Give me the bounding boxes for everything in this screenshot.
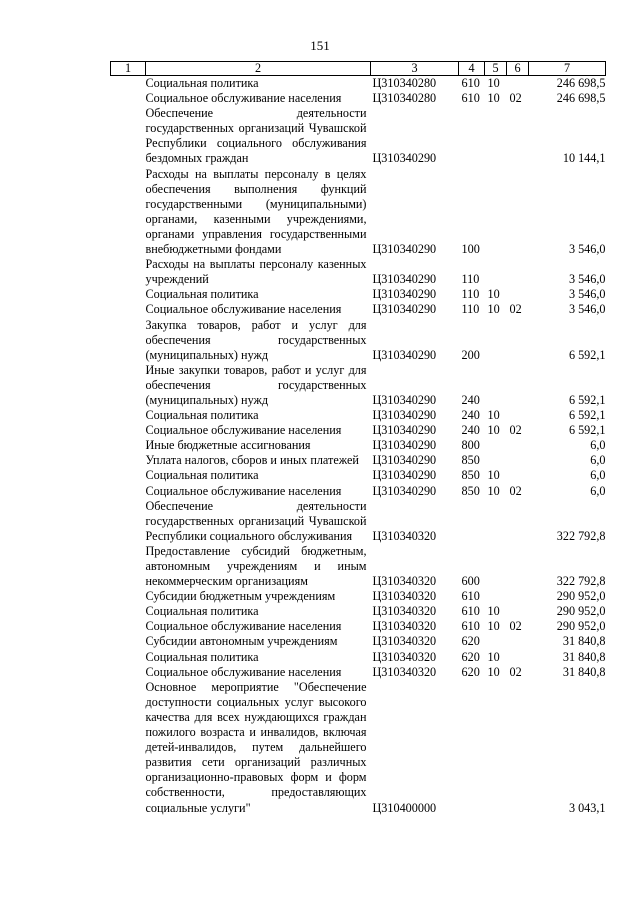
table-body xyxy=(111,76,606,816)
cell-amount: 246 698,5 xyxy=(556,91,606,106)
cell-vr: 240 xyxy=(461,392,480,407)
cell-rz: 10 xyxy=(487,423,500,438)
cell-amount: 6,0 xyxy=(590,468,606,483)
cell-blank xyxy=(111,438,146,453)
cell-rz: 10 xyxy=(487,649,500,664)
cell-rz: 10 xyxy=(487,302,500,317)
cell-amount: 31 840,8 xyxy=(562,649,606,664)
cell-blank xyxy=(111,589,146,604)
cell-amount: 290 952,0 xyxy=(556,589,606,604)
cell-blank xyxy=(111,499,146,544)
cell-rz: 10 xyxy=(487,619,500,634)
cell-pr: 02 xyxy=(509,302,522,317)
cell-rz: 10 xyxy=(487,483,500,498)
cell-blank xyxy=(111,302,146,317)
table-row xyxy=(111,318,606,363)
cell-name: Уплата налогов, сборов и иных платежей xyxy=(145,453,359,468)
cell-pr xyxy=(507,318,529,363)
cell-pr xyxy=(507,167,529,258)
cell-code: Ц310340320 xyxy=(372,604,437,619)
cell-code: Ц310340280 xyxy=(372,91,437,106)
cell-rz xyxy=(485,318,507,363)
cell-code: Ц310340290 xyxy=(372,347,437,362)
cell-name: Иные бюджетные ассигнования xyxy=(145,438,311,453)
cell-amount: 3 546,0 xyxy=(568,242,606,257)
cell-vr: 110 xyxy=(461,287,480,302)
table-row xyxy=(111,257,606,287)
cell-pr: 02 xyxy=(509,483,522,498)
table-row xyxy=(111,91,606,106)
cell-name: Социальная политика xyxy=(145,408,259,423)
cell-name: Социальная политика xyxy=(145,468,259,483)
table-row xyxy=(111,544,606,589)
cell-pr xyxy=(507,408,529,423)
cell-blank xyxy=(111,167,146,258)
cell-code: Ц310340320 xyxy=(372,634,437,649)
cell-code: Ц310340320 xyxy=(372,589,437,604)
cell-name: Основное мероприятие "Обеспечение доступности социальных услуг высокого качества для всех нуждающихся граждан пожилого возраста и инвалидов, включая детей-инвалидов, путем дальнейшего развития сети организаций различных организационно-правовых форм и форм собственности, предоставляющих социальные услуги" xyxy=(145,679,367,815)
header-col-2: 2 xyxy=(146,62,371,76)
cell-amount: 322 792,8 xyxy=(556,528,606,543)
cell-blank xyxy=(111,544,146,589)
cell-name: Расходы на выплаты персоналу казенных учреждений xyxy=(145,257,367,287)
cell-pr xyxy=(507,604,529,619)
cell-rz xyxy=(485,106,507,166)
cell-blank xyxy=(111,91,146,106)
cell-name: Социальное обслуживание населения xyxy=(145,664,342,679)
cell-code: Ц310340290 xyxy=(372,302,437,317)
cell-vr: 850 xyxy=(461,483,480,498)
cell-code: Ц310340320 xyxy=(372,619,437,634)
cell-code: Ц310340290 xyxy=(372,242,437,257)
header-col-4: 4 xyxy=(459,62,485,76)
cell-rz xyxy=(485,363,507,408)
cell-amount: 6 592,1 xyxy=(568,423,606,438)
cell-vr xyxy=(459,680,485,816)
cell-amount: 290 952,0 xyxy=(556,619,606,634)
cell-pr xyxy=(507,363,529,408)
cell-rz xyxy=(485,453,507,468)
cell-vr: 610 xyxy=(461,589,480,604)
cell-amount: 10 144,1 xyxy=(562,151,606,166)
cell-code: Ц310340280 xyxy=(372,76,437,90)
cell-blank xyxy=(111,604,146,619)
table-row xyxy=(111,453,606,468)
cell-vr: 240 xyxy=(461,408,480,423)
cell-pr: 02 xyxy=(509,91,522,106)
cell-blank xyxy=(111,318,146,363)
cell-pr xyxy=(507,287,529,302)
cell-name: Обеспечение деятельности государственных организаций Чувашской Республики социального обслуживания xyxy=(145,498,367,543)
cell-name: Расходы на выплаты персоналу в целях обеспечения выполнения функций государственными (муниципальными) органами, казенными учреждениями, органами управления государственными внебюджетными фондами xyxy=(145,166,367,257)
cell-rz: 10 xyxy=(487,287,500,302)
cell-name: Обеспечение деятельности государственных организаций Чувашской Республики социального обслуживания бездомных граждан xyxy=(145,106,367,166)
cell-code: Ц310340290 xyxy=(372,438,437,453)
header-row xyxy=(111,62,606,76)
cell-code: Ц310340290 xyxy=(372,423,437,438)
header-col-3: 3 xyxy=(371,62,459,76)
cell-vr xyxy=(459,106,485,166)
cell-pr xyxy=(507,634,529,649)
cell-vr: 110 xyxy=(461,272,480,287)
cell-code: Ц310340290 xyxy=(372,408,437,423)
cell-code: Ц310340290 xyxy=(372,287,437,302)
cell-pr xyxy=(507,589,529,604)
cell-amount: 3 546,0 xyxy=(568,272,606,287)
cell-name: Иные закупки товаров, работ и услуг для обеспечения государственных (муниципальных) нужд xyxy=(145,362,367,407)
cell-vr: 240 xyxy=(461,423,480,438)
cell-rz: 10 xyxy=(487,91,500,106)
cell-rz: 10 xyxy=(487,664,500,679)
cell-rz: 10 xyxy=(487,604,500,619)
cell-rz xyxy=(485,680,507,816)
cell-blank xyxy=(111,408,146,423)
cell-amount: 290 952,0 xyxy=(556,604,606,619)
cell-vr: 610 xyxy=(461,91,480,106)
table-row xyxy=(111,76,606,92)
cell-vr: 610 xyxy=(461,619,480,634)
cell-pr xyxy=(507,453,529,468)
table-row xyxy=(111,589,606,604)
cell-vr: 850 xyxy=(461,453,480,468)
cell-amount: 6 592,1 xyxy=(568,408,606,423)
table-row xyxy=(111,499,606,544)
table-header xyxy=(111,62,606,76)
cell-vr: 800 xyxy=(461,438,480,453)
cell-pr xyxy=(507,468,529,483)
table-row xyxy=(111,167,606,258)
cell-pr xyxy=(507,106,529,166)
cell-blank xyxy=(111,619,146,634)
cell-pr xyxy=(507,438,529,453)
cell-name: Социальное обслуживание населения xyxy=(145,91,342,106)
cell-amount: 31 840,8 xyxy=(562,634,606,649)
cell-rz: 10 xyxy=(487,408,500,423)
cell-code: Ц310340290 xyxy=(372,483,437,498)
cell-blank xyxy=(111,634,146,649)
cell-pr: 02 xyxy=(509,423,522,438)
cell-rz xyxy=(485,634,507,649)
cell-rz xyxy=(485,589,507,604)
table-row xyxy=(111,468,606,483)
cell-amount: 6 592,1 xyxy=(568,347,606,362)
cell-name: Социальная политика xyxy=(145,287,259,302)
cell-blank xyxy=(111,257,146,287)
cell-amount: 3 546,0 xyxy=(568,302,606,317)
cell-name: Социальное обслуживание населения xyxy=(145,302,342,317)
budget-table xyxy=(110,61,606,816)
cell-code: Ц310340320 xyxy=(372,528,437,543)
cell-code: Ц310400000 xyxy=(372,800,437,815)
cell-pr: 02 xyxy=(509,664,522,679)
cell-pr xyxy=(507,499,529,544)
cell-amount: 3 043,1 xyxy=(568,800,606,815)
cell-rz xyxy=(485,499,507,544)
cell-pr xyxy=(507,650,529,665)
cell-blank xyxy=(111,363,146,408)
cell-blank xyxy=(111,468,146,483)
cell-vr: 100 xyxy=(461,242,480,257)
cell-pr: 02 xyxy=(509,619,522,634)
table-row xyxy=(111,287,606,302)
cell-code: Ц310340290 xyxy=(372,272,437,287)
cell-blank xyxy=(111,106,146,166)
cell-name: Предоставление субсидий бюджетным, автономным учреждениям и иным некоммерческим организациям xyxy=(145,543,367,589)
cell-rz xyxy=(485,544,507,589)
cell-name: Субсидии автономным учреждениям xyxy=(145,634,338,649)
cell-code: Ц310340290 xyxy=(372,468,437,483)
cell-rz xyxy=(485,257,507,287)
cell-amount: 3 546,0 xyxy=(568,287,606,302)
cell-name: Социальная политика xyxy=(145,604,259,619)
header-col-7: 7 xyxy=(529,62,606,76)
cell-code: Ц310340290 xyxy=(372,392,437,407)
cell-vr: 850 xyxy=(461,468,480,483)
cell-code: Ц310340320 xyxy=(372,664,437,679)
table-row xyxy=(111,106,606,166)
cell-name: Закупка товаров, работ и услуг для обеспечения государственных (муниципальных) нужд xyxy=(145,317,367,362)
table-row xyxy=(111,302,606,317)
cell-pr xyxy=(507,76,529,92)
cell-vr xyxy=(459,499,485,544)
cell-amount: 31 840,8 xyxy=(562,664,606,679)
table-row xyxy=(111,650,606,665)
table-row xyxy=(111,423,606,438)
header-col-6: 6 xyxy=(507,62,529,76)
cell-vr: 200 xyxy=(461,347,480,362)
cell-vr: 610 xyxy=(461,76,480,90)
table-row xyxy=(111,604,606,619)
cell-blank xyxy=(111,650,146,665)
header-col-1: 1 xyxy=(111,62,146,76)
cell-amount: 6 592,1 xyxy=(568,392,606,407)
table-row xyxy=(111,484,606,499)
table-row xyxy=(111,438,606,453)
cell-vr: 600 xyxy=(461,574,480,589)
cell-blank xyxy=(111,287,146,302)
cell-code: Ц310340320 xyxy=(372,649,437,664)
cell-name: Социальная политика xyxy=(145,76,259,90)
cell-blank xyxy=(111,680,146,816)
cell-pr xyxy=(507,257,529,287)
page-number: 151 xyxy=(310,38,330,53)
cell-rz xyxy=(485,438,507,453)
cell-name: Социальное обслуживание населения xyxy=(145,423,342,438)
cell-vr: 110 xyxy=(461,302,480,317)
cell-rz xyxy=(485,167,507,258)
cell-amount: 246 698,5 xyxy=(556,76,606,90)
table-row xyxy=(111,634,606,649)
cell-vr: 620 xyxy=(461,664,480,679)
cell-vr: 620 xyxy=(461,634,480,649)
cell-rz: 10 xyxy=(487,468,500,483)
cell-blank xyxy=(111,423,146,438)
table-row xyxy=(111,363,606,408)
cell-pr xyxy=(507,680,529,816)
cell-amount: 322 792,8 xyxy=(556,574,606,589)
cell-rz: 10 xyxy=(487,76,500,90)
cell-name: Социальное обслуживание населения xyxy=(145,619,342,634)
cell-code: Ц310340290 xyxy=(372,453,437,468)
cell-amount: 6,0 xyxy=(590,453,606,468)
cell-vr: 610 xyxy=(461,604,480,619)
table-row xyxy=(111,408,606,423)
cell-name: Социальное обслуживание населения xyxy=(145,483,342,498)
table-row xyxy=(111,665,606,680)
cell-blank xyxy=(111,665,146,680)
cell-pr xyxy=(507,544,529,589)
cell-amount: 6,0 xyxy=(590,483,606,498)
cell-code: Ц310340290 xyxy=(372,151,437,166)
cell-name: Социальная политика xyxy=(145,649,259,664)
table-row xyxy=(111,619,606,634)
header-col-5: 5 xyxy=(485,62,507,76)
cell-amount: 6,0 xyxy=(590,438,606,453)
cell-vr: 620 xyxy=(461,649,480,664)
cell-code: Ц310340320 xyxy=(372,574,437,589)
cell-blank xyxy=(111,484,146,499)
cell-blank xyxy=(111,76,146,92)
cell-name: Субсидии бюджетным учреждениям xyxy=(145,589,336,604)
table-row xyxy=(111,680,606,816)
cell-blank xyxy=(111,453,146,468)
